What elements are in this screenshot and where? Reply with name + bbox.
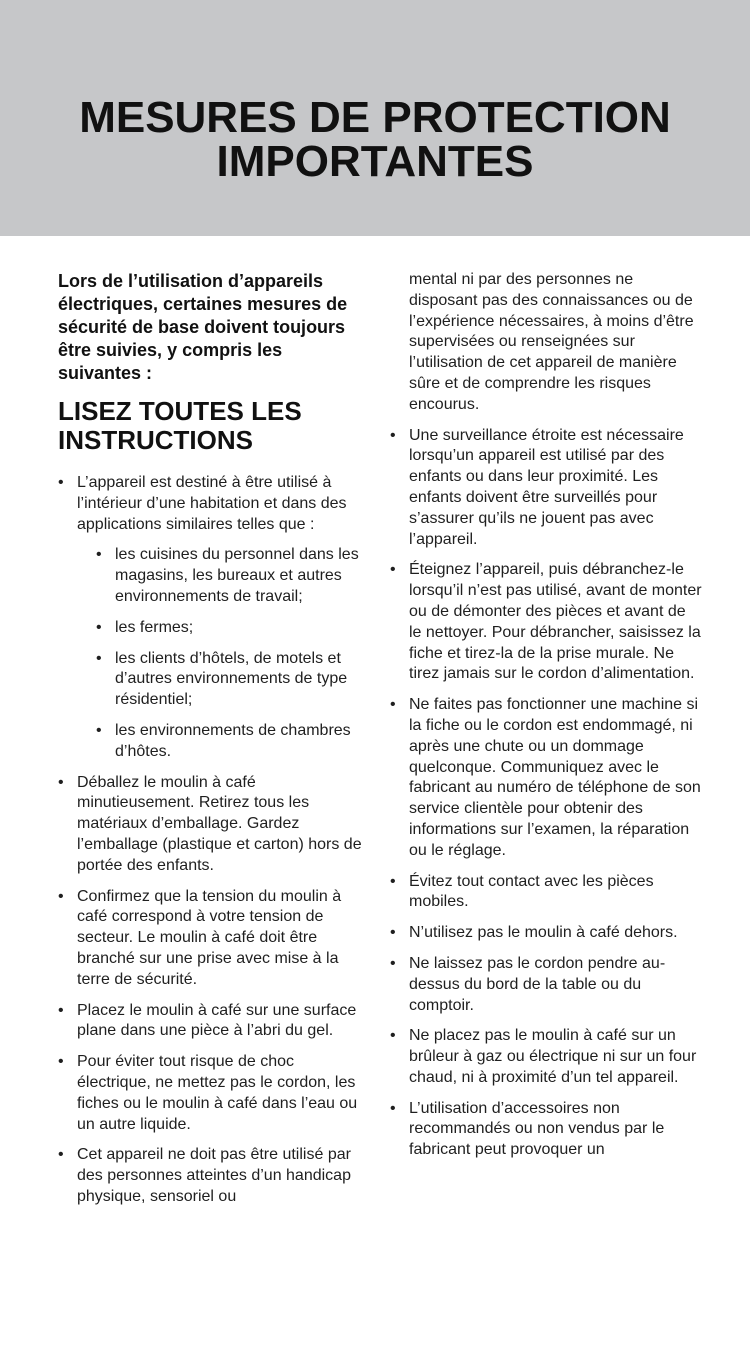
sub-list	[77, 545, 366, 762]
sub-list-item: • les environnements de chambres d’hôtes.	[96, 721, 366, 763]
list-item: • Placez le moulin à café sur une surface plane dans une pièce à l’abri du gel.	[58, 1001, 366, 1043]
title-line-1: MESURES DE PROTECTION	[79, 93, 671, 142]
list-item-text: L’appareil est destiné à être utilisé à l’intérieur d’une habitation et dans des applications similaires telles que :	[77, 474, 347, 533]
safety-list-right	[390, 426, 702, 1162]
list-item: • Cet appareil ne doit pas être utilisé par des personnes atteintes d’un handicap physique, sensoriel ou	[58, 1145, 366, 1207]
list-item: • Ne placez pas le moulin à café sur un brûleur à gaz ou électrique ni sur un four chaud, ni à proximité d’un tel appareil.	[390, 1026, 702, 1088]
list-item: • Déballez le moulin à café minutieusement. Retirez tous les matériaux d’emballage. Gardez l’emballage (plastique et carton) hors de portée des enfants.	[58, 773, 366, 877]
continued-text: mental ni par des personnes ne disposant pas des connaissances ou de l’expérience nécessaires, à moins d’être supervisées ou renseignées sur l’utilisation de cet appareil de manière sûre et de comprendre les risques encourus.	[409, 271, 694, 413]
sub-list-item: • les clients d’hôtels, de motels et d’autres environnements de type résidentiel;	[96, 649, 366, 711]
intro-text: Lors de l’utilisation d’appareils électriques, certaines mesures de sécurité de base doivent toujours être suivies, y compris les suivantes :	[58, 271, 348, 383]
list-item: • L’utilisation d’accessoires non recommandés ou non vendus par le fabricant peut provoquer un	[390, 1099, 702, 1161]
page-title	[0, 93, 750, 186]
list-item: • Éteignez l’appareil, puis débranchez-le lorsqu’il n’est pas utilisé, avant de monter ou de démonter des pièces et avant de le nettoyer. Pour débrancher, saisissez la fiche et tirez-la de la prise murale. Ne tirez jamais sur le cordon d’alimentation.	[390, 560, 702, 685]
header-banner	[0, 0, 750, 236]
list-item: • Ne faites pas fonctionner une machine si la fiche ou le cordon est endommagé, ni après une chute ou un dommage quelconque. Communiquez avec le fabricant au numéro de téléphone de son service clientèle pour obtenir des informations sur l’examen, la réparation ou le réglage.	[390, 695, 702, 861]
right-column	[390, 270, 702, 1171]
sub-list-item: • les fermes;	[96, 618, 366, 639]
sub-list-item: • les cuisines du personnel dans les magasins, les bureaux et autres environnements de travail;	[96, 545, 366, 607]
list-item: • Évitez tout contact avec les pièces mobiles.	[390, 872, 702, 914]
safety-list-left	[58, 473, 366, 1208]
title-line-2: IMPORTANTES	[216, 137, 534, 186]
list-item	[58, 473, 366, 763]
list-item: • Ne laissez pas le cordon pendre au-dessus du bord de la table ou du comptoir.	[390, 954, 702, 1016]
list-item: • Une surveillance étroite est nécessaire lorsqu’un appareil est utilisé par des enfants ou dans leur proximité. Les enfants doivent être surveillés pour s’assurer qu’ils ne jouent pas avec l’appareil.	[390, 426, 702, 551]
list-item: • Pour éviter tout risque de choc électrique, ne mettez pas le cordon, les fiches ou le moulin à café dans l’eau ou un autre liquide.	[58, 1052, 366, 1135]
list-item: • N’utilisez pas le moulin à café dehors.	[390, 923, 702, 944]
section-heading: LISEZ TOUTES LES INSTRUCTIONS	[58, 396, 302, 455]
list-item: • Confirmez que la tension du moulin à café correspond à votre tension de secteur. Le moulin à café doit être branché sur une prise avec mise à la terre de sécurité.	[58, 887, 366, 991]
left-column	[58, 270, 366, 1218]
